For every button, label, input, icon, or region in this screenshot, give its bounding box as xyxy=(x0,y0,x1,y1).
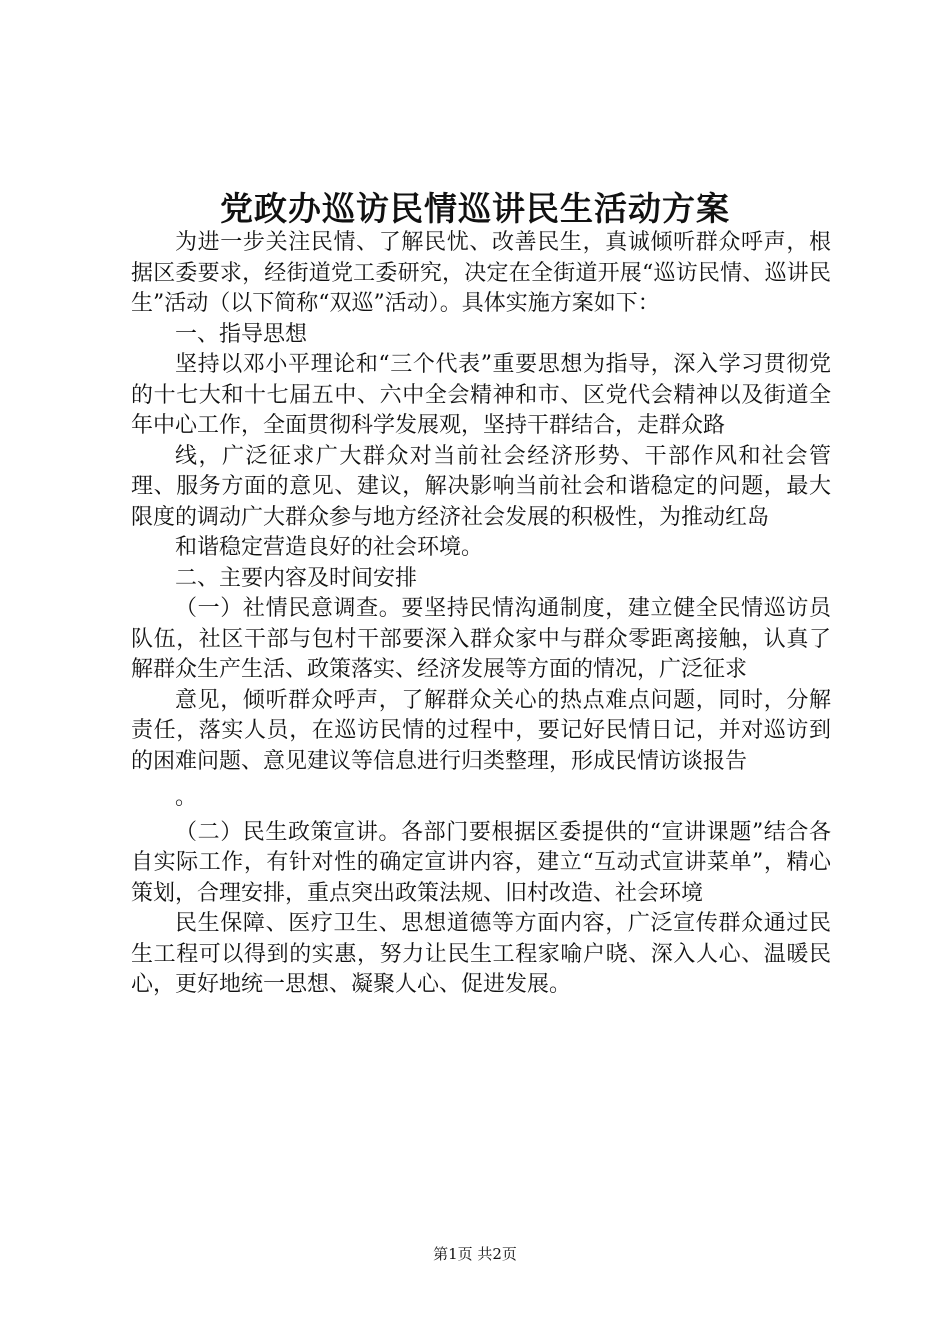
document-title: 党政办巡访民情巡讲民生活动方案 xyxy=(220,189,730,228)
paragraph-intro: 为进一步关注民情、了解民忧、改善民生，真诚倾听群众呼声，根据区委要求，经街道党工委研究，决定在全街道开展“巡访民情、巡讲民生”活动（以下简称“双巡”活动）。具体实施方案如下： xyxy=(131,230,831,316)
page-footer: 第1页 共2页 xyxy=(433,1245,517,1263)
paragraph-policy-cont: 民生保障、医疗卫生、思想道德等方面内容，广泛宣传群众通过民生工程可以得到的实惠，努力让民生工程家喻户晓、深入人心、温暖民心，更好地统一思想、凝聚人心、促进发展。 xyxy=(131,911,831,997)
paragraph-guiding-ideology-end: 和谐稳定营造良好的社会环境。 xyxy=(175,535,484,560)
heading-guiding-ideology: 一、指导思想 xyxy=(175,321,308,347)
paragraph-survey-cont: 意见，倾听群众呼声，了解群众关心的热点难点问题，同时，分解责任，落实人员，在巡访民情的过程中，要记好民情日记，并对巡访到的困难问题、意见建议等信息进行归类整理，形成民情访谈报告 xyxy=(131,687,831,774)
heading-main-content: 二、主要内容及时间安排 xyxy=(175,565,418,591)
paragraph-guiding-ideology-cont: 线，广泛征求广大群众对当前社会经济形势、干部作风和社会管理、服务方面的意见、建议，解决影响当前社会和谐稳定的问题，最大限度的调动广大群众参与地方经济社会发展的积极性，为推动红岛 xyxy=(131,443,831,530)
paragraph-policy: （二）民生政策宣讲。各部门要根据区委提供的“宣讲课题”结合各自实际工作，有针对性的确定宣讲内容，建立“互动式宣讲菜单”，精心策划，合理安排，重点突出政策法规、旧村改造、社会环境 xyxy=(131,819,831,906)
paragraph-survey: （一）社情民意调查。要坚持民情沟通制度，建立健全民情巡访员队伍，社区干部与包村干部要深入群众家中与群众零距离接触，认真了解群众生产生活、政策落实、经济发展等方面的情况，广泛征求 xyxy=(131,596,831,682)
paragraph-survey-end: 。 xyxy=(175,785,198,810)
document-body xyxy=(131,228,831,1001)
paragraph-guiding-ideology: 坚持以邓小平理论和“三个代表”重要思想为指导，深入学习贯彻党的十七大和十七届五中、六中全会精神和市、区党代会精神以及街道全年中心工作，全面贯彻科学发展观，坚持干群结合，走群众路 xyxy=(131,352,831,438)
